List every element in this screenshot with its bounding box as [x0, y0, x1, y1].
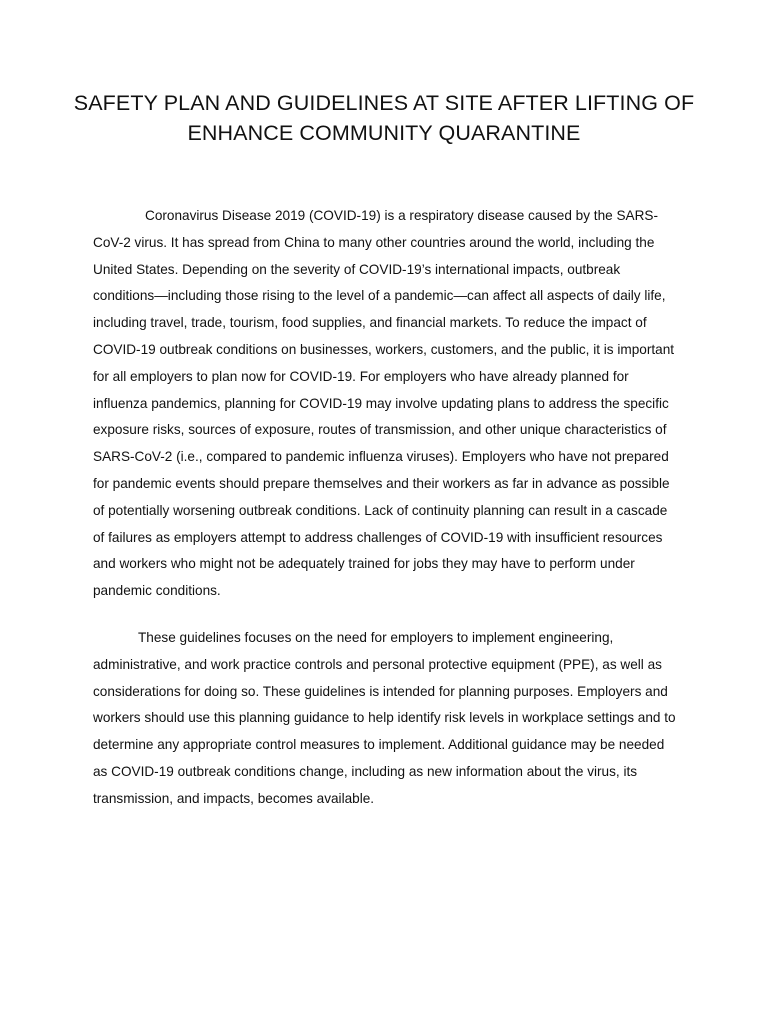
paragraph-introduction: Coronavirus Disease 2019 (COVID-19) is a respiratory disease caused by the SARS-CoV-2 virus. It has spread from China to many other countries around the world, including the United States. Depending on the severity of COVID-19’s international impacts, outbreak conditions—including those rising to the level of a pandemic—can affect all aspects of daily life, including travel, trade, tourism, food supplies, and financial markets. To reduce the impact of COVID-19 outbreak conditions on businesses, workers, customers, and the public, it is important for all employers to plan now for COVID-19. For employers who have already planned for influenza pandemics, planning for COVID-19 may involve updating plans to address the specific exposure risks, sources of exposure, routes of transmission, and other unique characteristics of SARS-CoV-2 (i.e., compared to pandemic influenza viruses). Employers who have not prepared for pandemic events should prepare themselves and their workers as far in advance as possible of potentially worsening outbreak conditions. Lack of continuity planning can result in a cascade of failures as employers attempt to address challenges of COVID-19 with insufficient resources and workers who might not be adequately trained for jobs they may have to perform under pandemic conditions. [93, 208, 675, 599]
paragraph-guidelines: These guidelines focuses on the need for employers to implement engineering, administrative, and work practice controls and personal protective equipment (PPE), as well as considerations for doing so. These guidelines is intended for planning purposes. Employers and workers should use this planning guidance to help identify risk levels in workplace settings and to determine any appropriate control measures to implement. Additional guidance may be needed as COVID-19 outbreak conditions change, including as new information about the virus, its transmission, and impacts, becomes available. [93, 629, 676, 806]
document-body [93, 203, 679, 833]
document-title: SAFETY PLAN AND GUIDELINES AT SITE AFTER LIFTING OF ENHANCE COMMUNITY QUARANTINE [73, 91, 695, 145]
